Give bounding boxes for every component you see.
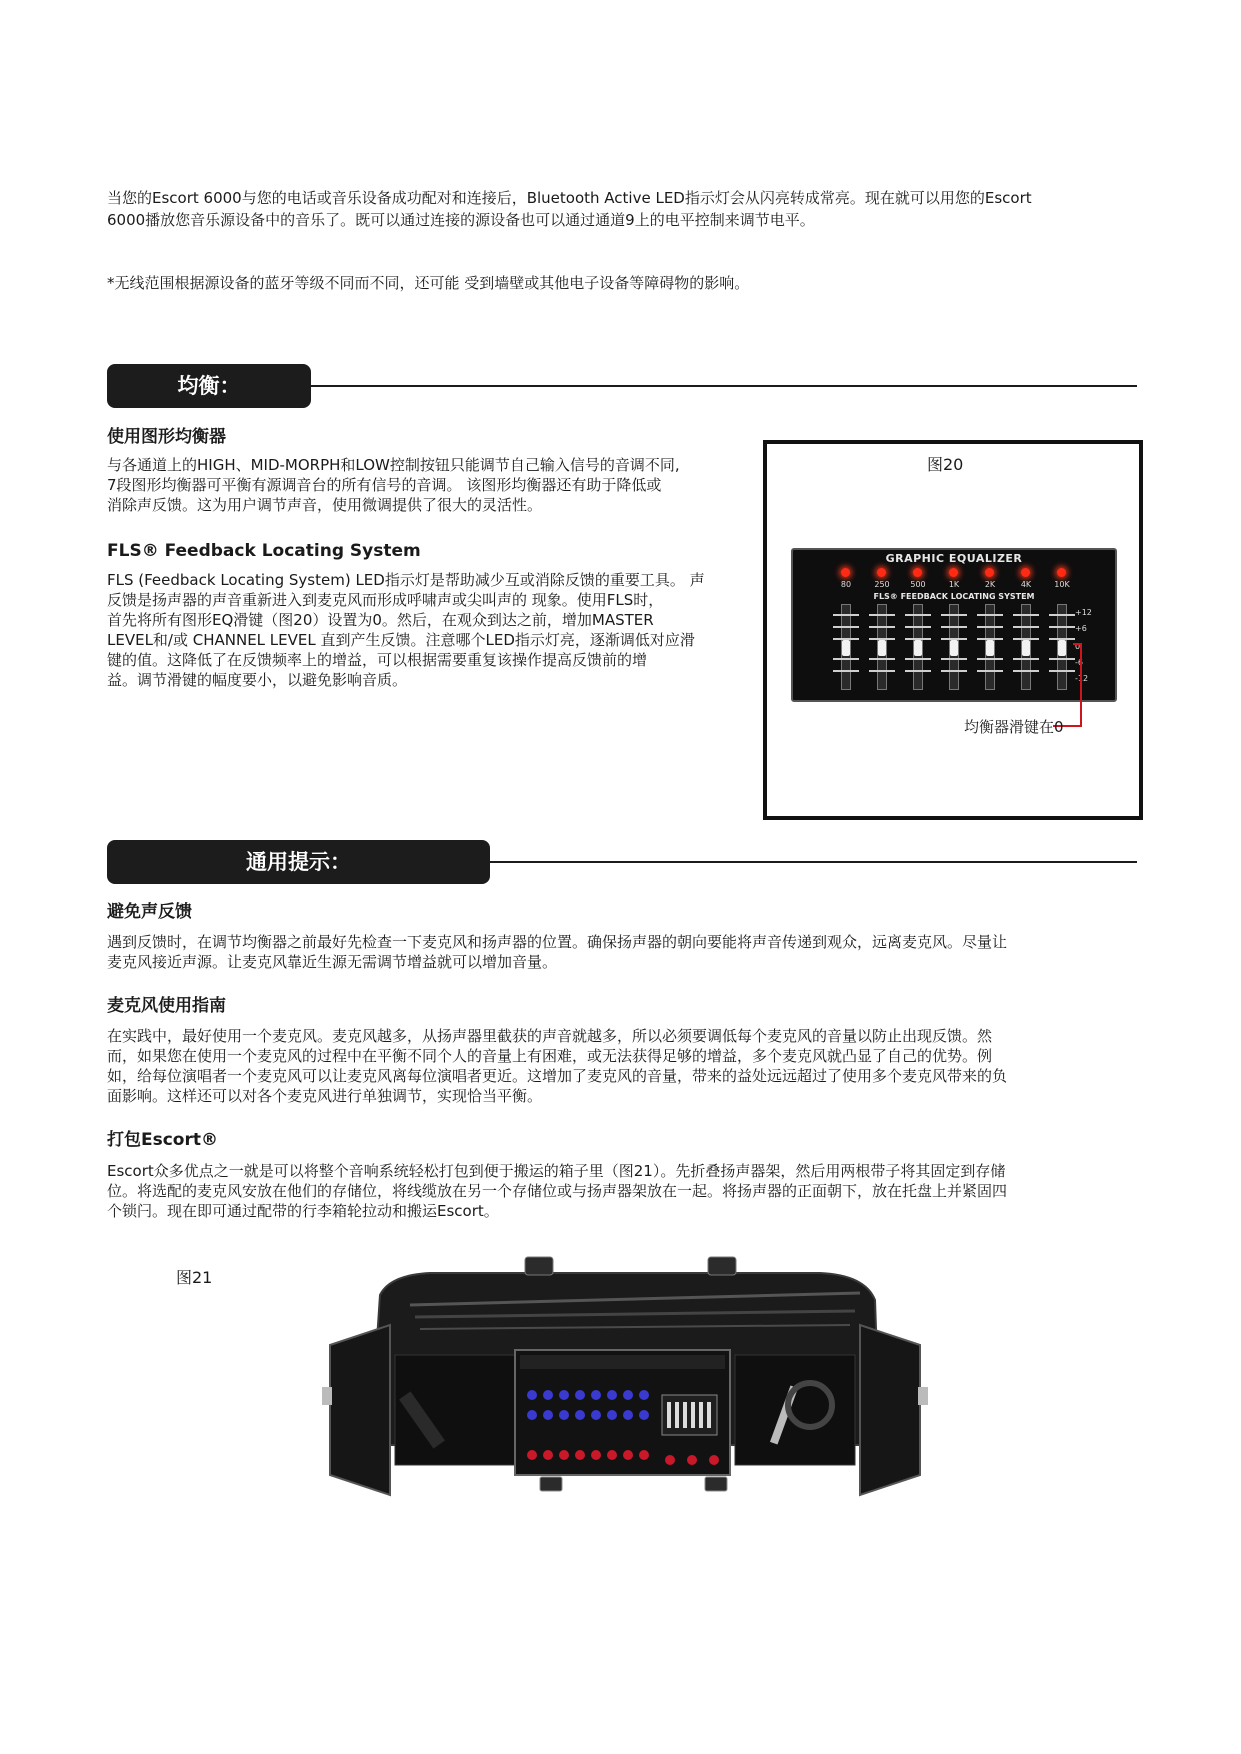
section-title-eq: 均衡： — [107, 364, 311, 408]
band-label: 250 — [874, 580, 890, 589]
subhead-fls: FLS® Feedback Locating System — [107, 541, 421, 561]
fls-text-line: 反馈是扬声器的声音重新进入到麦克风而形成呼啸声或尖叫声的 现象。使用FLS时， — [107, 591, 664, 609]
fls-text-line: LEVEL和/或 CHANNEL LEVEL 直到产生反馈。注意哪个LED指示灯亮，逐渐调低对应滑 — [107, 631, 695, 649]
wireless-note: *无线范围根据源设备的蓝牙等级不同而不同，还可能 受到墙壁或其他电子设备等障碍物的影响。 — [107, 274, 750, 292]
scale-label: +12 — [1075, 608, 1092, 617]
band-label: 2K — [984, 580, 996, 589]
scale-label: -12 — [1075, 674, 1089, 683]
pack-text-line: 位。将选配的麦克风安放在他们的存储位，将线缆放在另一个存储位或与扬声器架放在一起。将扬声器的正面朝下，放在托盘上并紧固四 — [107, 1182, 1008, 1200]
feedback-text-line: 遇到反馈时，在调节均衡器之前最好先检查一下麦克风和扬声器的位置。确保扬声器的朝向要能将声音传递到观众，远离麦克风。尽量让 — [107, 933, 1008, 951]
callout-slider-at-zero: 均衡器滑键在0 — [964, 718, 1064, 736]
figure-20-label: 图20 — [927, 455, 964, 474]
eq-text-line: 7段图形均衡器可平衡有源调音台的所有信号的音调。 该图形均衡器还有助于降低或 — [107, 476, 662, 494]
figure-20 — [763, 440, 1143, 820]
figure-21-label: 图21 — [176, 1268, 213, 1287]
mic-text-line: 而，如果您在使用一个麦克风的过程中在平衡不同个人的音量上有困难，或无法获得足够的增益，多个麦克风就凸显了自己的优势。例 — [107, 1047, 993, 1065]
band-label: 500 — [910, 580, 926, 589]
section-header-tips — [107, 840, 1137, 884]
subhead-mic-guide: 麦克风使用指南 — [107, 996, 226, 1016]
band-label: 80 — [840, 580, 852, 589]
eq-panel-title: GRAPHIC EQUALIZER — [885, 552, 1023, 565]
subhead-graphic-eq: 使用图形均衡器 — [107, 427, 226, 447]
section-title-tips: 通用提示： — [107, 840, 490, 884]
band-label: 1K — [948, 580, 960, 589]
band-label: 10K — [1054, 580, 1070, 589]
subhead-pack-escort: 打包Escort® — [107, 1130, 218, 1150]
scale-label: +6 — [1075, 624, 1087, 633]
eq-panel-subtitle: FLS® FEEDBACK LOCATING SYSTEM — [873, 592, 1035, 601]
band-label: 4K — [1020, 580, 1032, 589]
pack-text-line: 个锁闩。现在即可通过配带的行李箱轮拉动和搬运Escort。 — [107, 1202, 499, 1220]
fls-text-line: 益。调节滑键的幅度要小，以避免影响音质。 — [107, 671, 408, 689]
eq-text-line: 消除声反馈。这为用户调节声音，使用微调提供了很大的灵活性。 — [107, 496, 543, 514]
callout-leader — [767, 444, 1139, 816]
mic-text-line: 在实践中，最好使用一个麦克风。麦克风越多，从扬声器里截获的声音就越多，所以必须要调低每个麦克风的音量以防止出现反馈。然 — [107, 1027, 993, 1045]
fls-text-line: 键的值。这降低了在反馈频率上的增益，可以根据需要重复该操作提高反馈前的增 — [107, 651, 648, 669]
mic-text-line: 如，给每位演唱者一个麦克风可以让麦克风离每位演唱者更近。这增加了麦克风的音量，带来的益处远远超过了使用多个麦克风带来的负 — [107, 1067, 1008, 1085]
scale-label: 0 — [1075, 642, 1081, 651]
eq-text-line: 与各通道上的HIGH、MID-MORPH和LOW控制按钮只能调节自己输入信号的音调不同, — [107, 456, 680, 474]
feedback-text-line: 麦克风接近声源。让麦克风靠近生源无需调节增益就可以增加音量。 — [107, 953, 558, 971]
section-rule — [311, 385, 1137, 387]
intro-line-2: 6000播放您音乐源设备中的音乐了。既可以通过连接的源设备也可以通过通道9上的电平控制来调节电平。 — [107, 211, 815, 229]
section-header-eq — [107, 364, 1137, 408]
mic-text-line: 面影响。这样还可以对各个麦克风进行单独调节，实现恰当平衡。 — [107, 1087, 543, 1105]
fls-text-line: 首先将所有图形EQ滑键（图20）设置为0。然后，在观众到达之前，增加MASTER — [107, 611, 654, 629]
pack-text-line: Escort众多优点之一就是可以将整个音响系统轻松打包到便于搬运的箱子里（图21）。先折叠扬声器架，然后用两根带子将其固定到存储 — [107, 1162, 1006, 1180]
fls-text-line: FLS (Feedback Locating System) LED指示灯是帮助减少互或消除反馈的重要工具。 声 — [107, 571, 705, 589]
scale-label: -6 — [1075, 658, 1083, 667]
section-rule — [490, 861, 1137, 863]
subhead-avoid-feedback: 避免声反馈 — [107, 902, 192, 922]
intro-line-1: 当您的Escort 6000与您的电话或音乐设备成功配对和连接后，Bluetooth Active LED指示灯会从闪亮转成常亮。现在就可以用您的Escort — [107, 189, 1032, 207]
figure-21-packed-case — [320, 1255, 930, 1510]
